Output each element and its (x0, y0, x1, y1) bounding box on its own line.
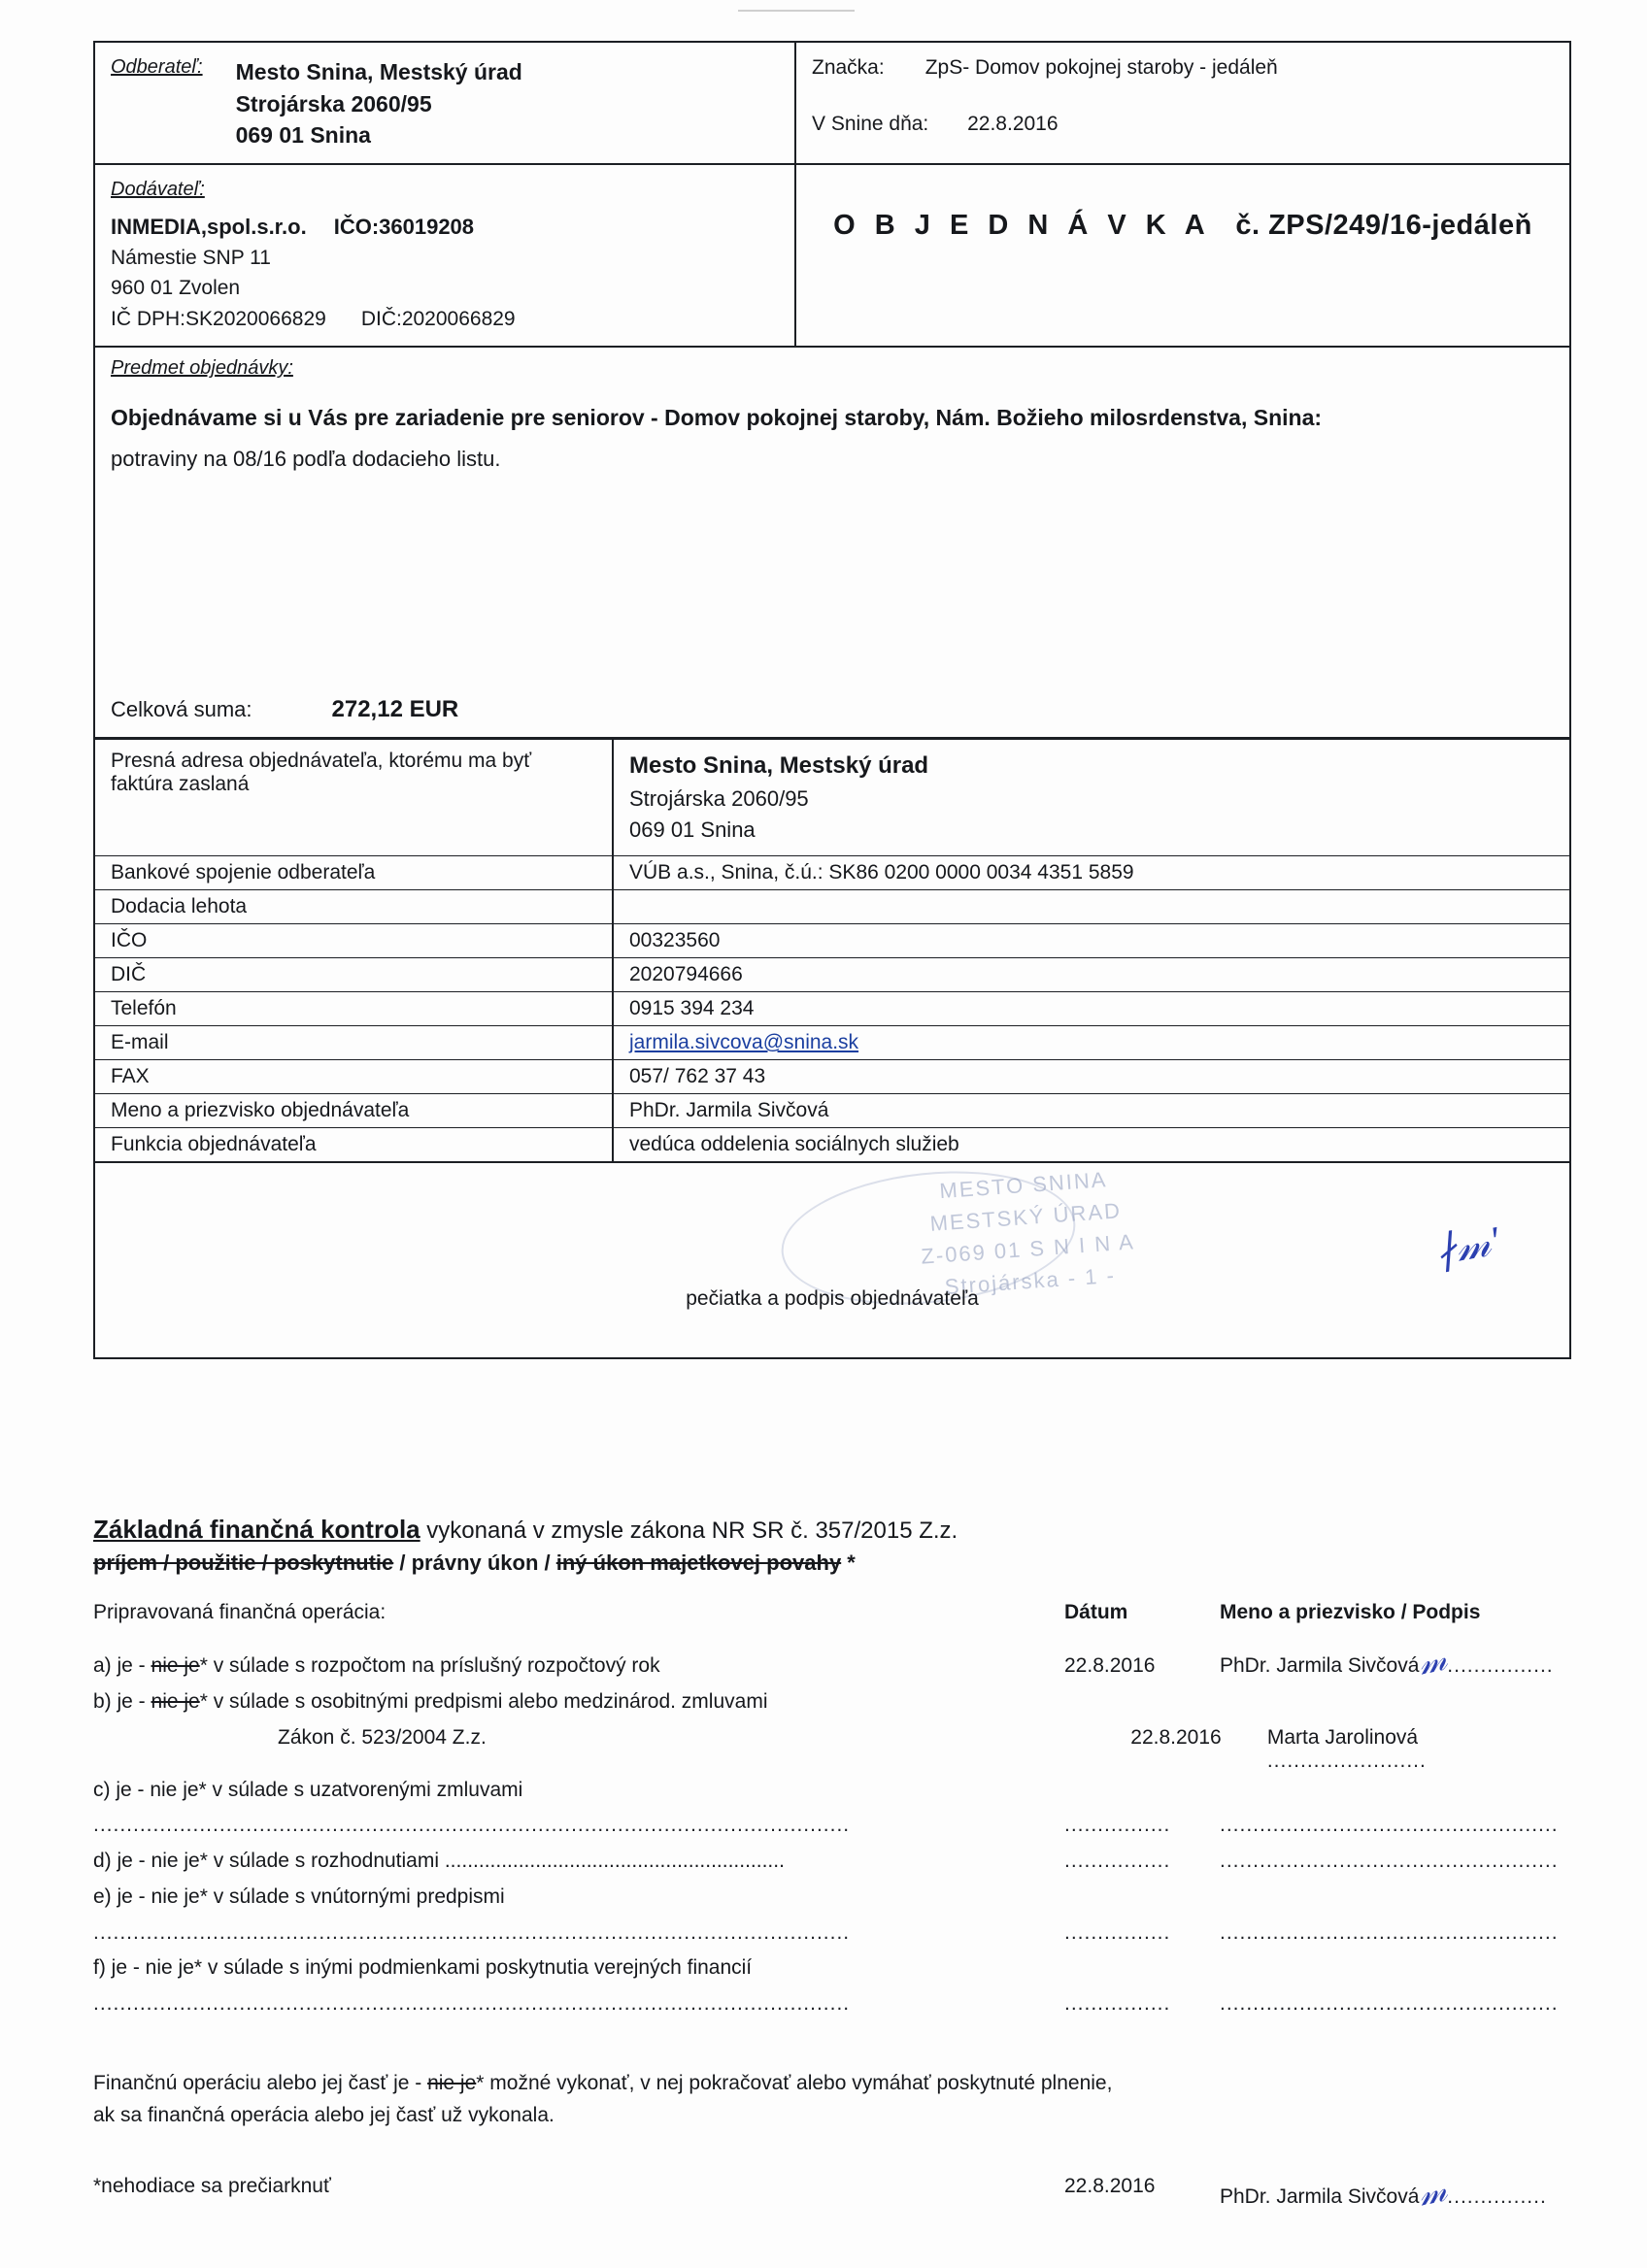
row-text: .................................................................................................................. (93, 1814, 851, 1837)
signature-mark: 𝓂 (1415, 2172, 1451, 2214)
table-row (95, 1094, 1569, 1128)
subtitle-strike-1: príjem / použitie / poskytnutie (93, 1551, 394, 1575)
dodavatel-name: INMEDIA,spol.s.r.o. (111, 214, 307, 239)
order-header-row (95, 43, 1569, 165)
footnote: *nehodiace sa prečiarknuť (93, 2174, 331, 2197)
row-text: Zákon č. 523/2004 Z.z. (278, 1725, 487, 1749)
dodavatel-city: 960 01 Zvolen (111, 277, 241, 300)
financial-row (93, 1880, 1574, 1916)
row-body: * v súlade s rozpočtom na príslušný rozpočtový rok (199, 1654, 660, 1677)
row-dots: ................ (1447, 1654, 1554, 1677)
znacka-label: Značka: (812, 56, 885, 79)
stamp-signature-area (95, 1161, 1569, 1357)
final-name-block (1220, 2172, 1547, 2214)
email-link[interactable]: jarmila.sivcova@snina.sk (629, 1031, 859, 1054)
row-prefix: a) je - (93, 1654, 151, 1677)
financial-table-header (93, 1601, 1574, 1624)
table-row (95, 1128, 1569, 1162)
closing-prefix: Finančnú operáciu alebo jej časť je - (93, 2071, 428, 2094)
table-row (95, 992, 1569, 1026)
detail-key-ico: IČO (95, 924, 613, 958)
order-word: O B J E D N Á V K A (833, 209, 1211, 241)
row-text: .................................................................................................................. (93, 1992, 851, 2015)
stamp-line-2: MESTSKÝ ÚRAD (928, 1198, 1123, 1236)
financial-row (93, 1773, 1574, 1809)
row-name (1220, 1641, 1569, 1683)
row-dots: ........................ (1266, 1749, 1427, 1772)
predmet-line-1: Objednávame si u Vás pre zariadenie pre seniorov - Domov pokojnej staroby, Nám. Božieho milosrdenstva, Snina: (111, 405, 1323, 431)
dodavatel-dic: DIČ:2020066829 (360, 307, 516, 330)
column-header-date: Dátum (1064, 1601, 1128, 1623)
dodavatel-label: Dodávateľ: (111, 178, 205, 200)
financial-control-section (93, 1515, 1574, 2212)
row-name (1267, 1726, 1574, 1773)
odberatel-block (95, 43, 796, 163)
predmet-label: Predmet objednávky: (111, 357, 293, 380)
footer-row (93, 2172, 1574, 2214)
odberatel-address (236, 56, 522, 151)
financial-row (93, 1684, 1574, 1720)
znacka-value: ZpS- Domov pokojnej staroby - jedáleň (924, 56, 1278, 79)
detail-value-meno: PhDr. Jarmila Sivčová (613, 1094, 1569, 1128)
row-date: 22.8.2016 (1064, 1654, 1156, 1677)
detail-value-bank: VÚB a.s., Snina, č.ú.: SK86 0200 0000 0034 4351 5859 (613, 856, 1569, 890)
dodavatel-block (95, 165, 796, 347)
subject-block (95, 348, 1569, 739)
closing-line-2: ak sa finančná operácia alebo jej časť už vykonala. (93, 2104, 555, 2127)
row-text (93, 1649, 1064, 1684)
row-text: e) je - nie je* v súlade s vnútornými predpismi (93, 1884, 505, 1908)
subtitle-star: * (841, 1551, 856, 1575)
detail-key-dic: DIČ (95, 958, 613, 992)
column-header-name: Meno a priezvisko / Podpis (1220, 1601, 1481, 1623)
order-number: ZPS/249/16-jedáleň (1268, 209, 1532, 241)
subtitle-mid: / právny úkon / (393, 1551, 556, 1575)
odberatel-line-3: 069 01 Snina (235, 122, 371, 149)
detail-value-email (613, 1026, 1569, 1060)
financial-row (93, 1641, 1574, 1684)
row-name: ................................................... (1220, 1850, 1559, 1872)
table-row (95, 1060, 1569, 1094)
signature-mark: ∤𝓂' (1431, 1218, 1503, 1275)
financial-title-bold: Základná finančná kontrola (93, 1515, 420, 1544)
address-row-value (613, 740, 1569, 856)
odberatel-line-1: Mesto Snina, Mestský úrad (235, 59, 522, 84)
row-strike: nie je (151, 1689, 200, 1713)
row-name: ................................................... (1220, 1920, 1559, 1944)
order-form (93, 41, 1571, 1359)
total-row (95, 696, 1569, 737)
row-name-text: Marta Jarolinová (1266, 1725, 1419, 1749)
row-date: ................ (1064, 1992, 1171, 2015)
row-text: f) je - nie je* v súlade s inými podmienkami poskytnutia verejných financií (93, 1956, 753, 1980)
financial-row (93, 1720, 1574, 1773)
row-strike: nie je (151, 1654, 200, 1677)
supplier-row (95, 165, 1569, 349)
financial-subtitle (93, 1551, 1574, 1576)
invoice-address-line-1: Mesto Snina, Mestský úrad (629, 752, 929, 780)
scan-artifact (738, 10, 855, 12)
signature-mark: 𝓂 (1415, 1641, 1451, 1683)
subtitle-strike-2: iný úkon majetkovej povahy (555, 1551, 842, 1575)
financial-title-rest: vykonaná v zmysle zákona NR SR č. 357/2015 Z.z. (420, 1518, 958, 1544)
row-date: ................ (1064, 1850, 1171, 1872)
table-row (95, 890, 1569, 924)
financial-row (93, 1808, 1574, 1844)
final-date: 22.8.2016 (1064, 2174, 1156, 2197)
table-row (95, 856, 1569, 890)
financial-title (93, 1515, 1574, 1545)
place-date: 22.8.2016 (967, 113, 1059, 135)
financial-row (93, 1951, 1574, 1986)
row-date: ................ (1064, 1814, 1171, 1837)
detail-key-email: E-mail (95, 1026, 613, 1060)
table-row (95, 958, 1569, 992)
address-row-label: Presná adresa objednávateľa, ktorému ma byť faktúra zaslaná (95, 740, 613, 856)
odberatel-label: Odberateľ: (111, 56, 203, 78)
detail-key-telefon: Telefón (95, 992, 613, 1026)
predmet-line-2: potraviny na 08/16 podľa dodacieho listu. (111, 447, 501, 472)
financial-row (93, 1844, 1574, 1880)
row-body: * v súlade s osobitnými predpismi alebo medzinárod. zmluvami (199, 1689, 768, 1713)
dodavatel-icdph: IČ DPH:SK2020066829 (111, 307, 326, 330)
row-date: ................ (1064, 1920, 1171, 1944)
stamp-caption: pečiatka a podpis objednávateľa (686, 1287, 979, 1311)
dodavatel-ico: IČO:36019208 (333, 214, 475, 239)
znacka-block (796, 43, 1569, 163)
financial-row (93, 1986, 1574, 2022)
detail-key-fax: FAX (95, 1060, 613, 1094)
final-dots: ............... (1447, 2185, 1547, 2208)
order-no-label: č. (1235, 209, 1260, 241)
order-title-block (796, 165, 1569, 347)
row-name: ................................................... (1220, 1992, 1559, 2015)
row-date: 22.8.2016 (1130, 1725, 1222, 1749)
prepared-operation-label: Pripravovaná finančná operácia: (93, 1601, 387, 1623)
row-name-text: PhDr. Jarmila Sivčová (1220, 1654, 1420, 1677)
detail-value-funkcia: vedúca oddelenia sociálnych služieb (613, 1128, 1569, 1162)
stamp-line-3: Z-069 01 S N I N A (920, 1229, 1136, 1269)
detail-value-ico: 00323560 (613, 924, 1569, 958)
odberatel-line-2: Strojárska 2060/95 (235, 90, 432, 117)
row-text: c) je - nie je* v súlade s uzatvorenými zmluvami (93, 1778, 523, 1801)
detail-value-dic: 2020794666 (613, 958, 1569, 992)
detail-key-meno: Meno a priezvisko objednávateľa (95, 1094, 613, 1128)
invoice-address-line-2: Strojárska 2060/95 (629, 786, 809, 812)
closing-line-1 (93, 2067, 1574, 2100)
closing-strike: nie je (427, 2071, 477, 2094)
stamp-line-4: Strojárska - 1 - (944, 1262, 1117, 1300)
table-row (95, 924, 1569, 958)
row-text: .................................................................................................................. (93, 1920, 851, 1944)
dodavatel-tax-row (111, 304, 779, 335)
final-name: PhDr. Jarmila Sivčová (1220, 2185, 1420, 2208)
row-text (93, 1684, 1064, 1720)
detail-key-bank: Bankové spojenie odberateľa (95, 856, 613, 890)
total-label: Celková suma: (111, 697, 252, 722)
details-table (95, 739, 1569, 1161)
dodavatel-street: Námestie SNP 11 (111, 246, 271, 269)
row-prefix: b) je - (93, 1689, 151, 1713)
detail-key-lehota: Dodacia lehota (95, 890, 613, 924)
place-label: V Snine dňa: (812, 113, 929, 135)
closing-text: * možné vykonať, v nej pokračovať alebo vymáhať poskytnuté plnenie, (476, 2071, 1113, 2094)
row-name: ................................................... (1220, 1814, 1559, 1837)
row-text: d) je - nie je* v súlade s rozhodnutiami ............................................................ (93, 1850, 785, 1872)
table-row (95, 740, 1569, 856)
invoice-address-line-3: 069 01 Snina (629, 817, 756, 843)
financial-row (93, 1916, 1574, 1951)
detail-value-lehota (613, 890, 1569, 924)
dodavatel-name-row (111, 211, 779, 243)
total-value: 272,12 EUR (331, 696, 459, 723)
closing-statement (93, 2067, 1574, 2132)
detail-key-funkcia: Funkcia objednávateľa (95, 1128, 613, 1162)
table-row (95, 1026, 1569, 1060)
detail-value-fax: 057/ 762 37 43 (613, 1060, 1569, 1094)
stamp-line-1: MESTO SNINA (938, 1167, 1109, 1204)
detail-value-telefon: 0915 394 234 (613, 992, 1569, 1026)
